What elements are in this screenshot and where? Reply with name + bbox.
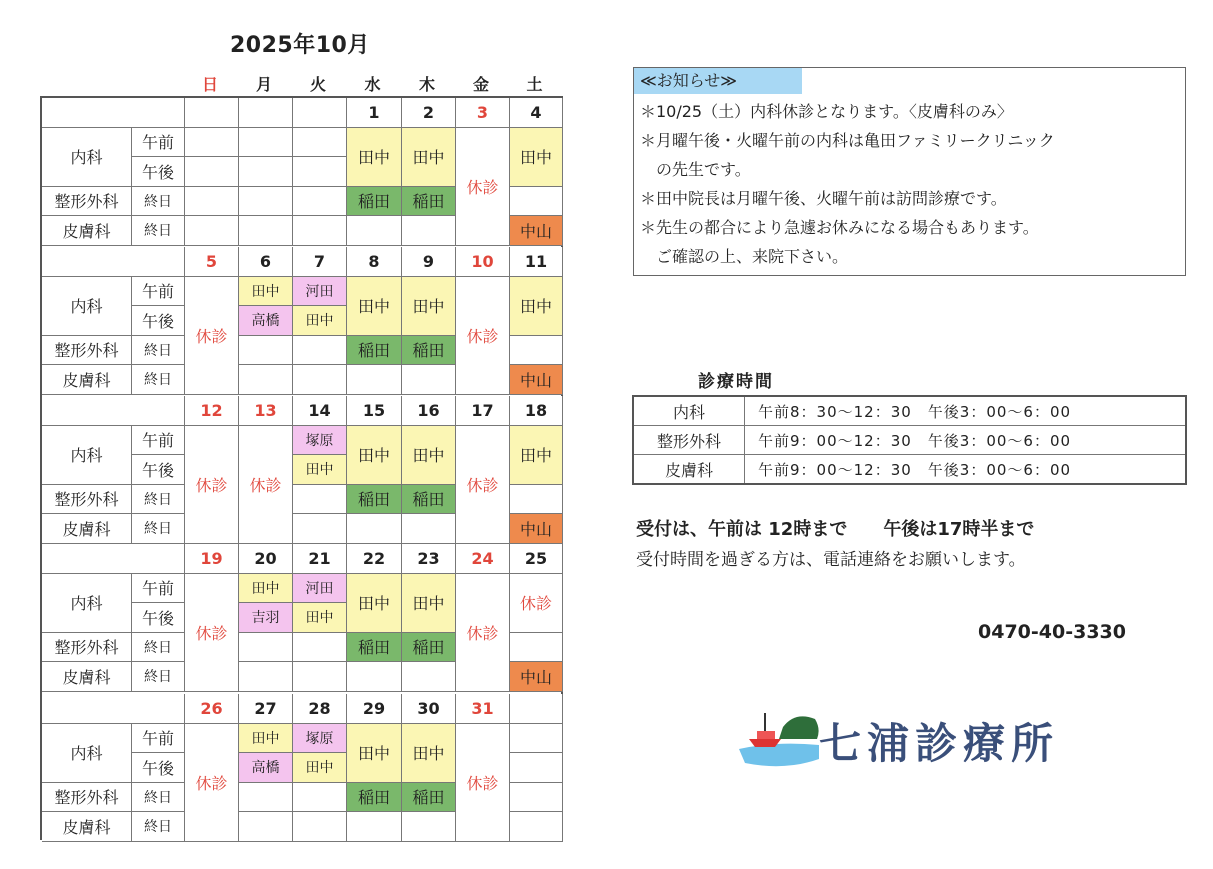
phone-number: 0470-40-3330 bbox=[978, 621, 1126, 643]
hours-time: 午前9：00〜12：30 午後3：00〜6：00 bbox=[758, 431, 1072, 450]
slot-allday: 終日 bbox=[132, 633, 185, 663]
slot-am: 午前 bbox=[132, 724, 185, 754]
hours-table bbox=[632, 395, 1187, 485]
doctor-naika: 田中 bbox=[347, 277, 402, 336]
closed-badge: 休診 bbox=[239, 426, 293, 544]
hours-dept: 整形外科 bbox=[634, 426, 745, 454]
doctor-naika: 田中 bbox=[347, 724, 402, 783]
doctor-naika-pm: 田中 bbox=[293, 603, 347, 633]
closed-badge: 休診 bbox=[456, 277, 510, 395]
slot-allday: 終日 bbox=[132, 365, 185, 395]
doctor-seikei bbox=[293, 485, 347, 515]
week-spacer bbox=[42, 396, 185, 426]
slot-am: 午前 bbox=[132, 128, 185, 158]
dept-naika: 内科 bbox=[42, 426, 132, 485]
day-number: 31 bbox=[456, 694, 510, 724]
day-number: 22 bbox=[347, 544, 402, 574]
doctor-seikei bbox=[239, 633, 293, 663]
slot-allday: 終日 bbox=[132, 336, 185, 366]
notice-box bbox=[633, 67, 1186, 276]
week-spacer bbox=[42, 694, 185, 724]
doctor-seikei: 稲田 bbox=[402, 336, 456, 366]
doctor-naika-am: 河田 bbox=[293, 574, 347, 604]
notice-line: ＊先生の都合により急遽お休みになる場合もあります。 bbox=[640, 218, 1039, 237]
dept-seikei: 整形外科 bbox=[42, 633, 132, 663]
day-number: 10 bbox=[456, 247, 510, 277]
day-number: 14 bbox=[293, 396, 347, 426]
doctor-naika-am: 田中 bbox=[239, 574, 293, 604]
doctor-hifu: 中山 bbox=[510, 514, 563, 544]
doctor-naika: 田中 bbox=[402, 426, 456, 485]
day-number: 6 bbox=[239, 247, 293, 277]
slot-pm: 午後 bbox=[132, 603, 185, 633]
doctor-naika: 田中 bbox=[402, 128, 456, 187]
weekday-label: 木 bbox=[418, 75, 435, 94]
closed-badge: 休診 bbox=[185, 574, 239, 692]
doctor-seikei bbox=[293, 633, 347, 663]
doctor-hifu bbox=[239, 216, 293, 246]
doctor-naika: 田中 bbox=[510, 277, 563, 336]
slot-allday: 終日 bbox=[132, 485, 185, 515]
dept-seikei: 整形外科 bbox=[42, 485, 132, 515]
doctor-hifu bbox=[293, 514, 347, 544]
doctor-naika-pm: 田中 bbox=[293, 753, 347, 783]
doctor-seikei bbox=[239, 187, 293, 217]
doctor-naika: 田中 bbox=[402, 277, 456, 336]
doctor-naika-pm: 田中 bbox=[293, 455, 347, 485]
doctor-seikei bbox=[510, 633, 563, 663]
doctor-naika-am bbox=[239, 128, 293, 158]
doctor-hifu bbox=[510, 812, 563, 842]
day-number: 26 bbox=[185, 694, 239, 724]
doctor-seikei: 稲田 bbox=[347, 485, 402, 515]
doctor-seikei bbox=[293, 187, 347, 217]
closed-badge: 休診 bbox=[185, 724, 239, 842]
boat-island-icon bbox=[735, 705, 819, 775]
calendar-table bbox=[40, 96, 563, 840]
day-number: 3 bbox=[456, 98, 510, 128]
doctor-hifu bbox=[402, 365, 456, 395]
day-number: 13 bbox=[239, 396, 293, 426]
doctor-naika: 田中 bbox=[402, 724, 456, 783]
weekday-label: 土 bbox=[526, 75, 543, 94]
dept-hifu: 皮膚科 bbox=[42, 514, 132, 544]
notice-line: ＊10/25（土）内科休診となります。〈皮膚科のみ〉 bbox=[640, 102, 1013, 121]
doctor-naika-am: 塚原 bbox=[293, 426, 347, 456]
week-spacer bbox=[42, 247, 185, 277]
doctor-seikei bbox=[185, 187, 239, 217]
slot-allday: 終日 bbox=[132, 783, 185, 813]
hours-title: 診療時間 bbox=[698, 372, 774, 392]
doctor-hifu: 中山 bbox=[510, 216, 563, 246]
doctor-hifu bbox=[239, 365, 293, 395]
day-number: 16 bbox=[402, 396, 456, 426]
day-number bbox=[293, 98, 347, 128]
dept-seikei: 整形外科 bbox=[42, 783, 132, 813]
closed-badge: 休診 bbox=[510, 574, 563, 633]
doctor-naika-pm: 吉羽 bbox=[239, 603, 293, 633]
closed-badge: 休診 bbox=[185, 277, 239, 395]
doctor-naika-pm bbox=[510, 753, 563, 783]
day-number: 18 bbox=[510, 396, 563, 426]
dept-naika: 内科 bbox=[42, 724, 132, 783]
day-number bbox=[239, 98, 293, 128]
closed-badge: 休診 bbox=[456, 426, 510, 544]
week-spacer bbox=[42, 98, 185, 128]
day-number: 29 bbox=[347, 694, 402, 724]
day-number: 9 bbox=[402, 247, 456, 277]
slot-pm: 午後 bbox=[132, 455, 185, 485]
dept-seikei: 整形外科 bbox=[42, 336, 132, 366]
doctor-naika-am: 田中 bbox=[239, 277, 293, 307]
slot-allday: 終日 bbox=[132, 812, 185, 842]
doctor-naika: 田中 bbox=[510, 128, 563, 187]
day-number: 28 bbox=[293, 694, 347, 724]
doctor-naika-am: 塚原 bbox=[293, 724, 347, 754]
doctor-naika-am: 田中 bbox=[239, 724, 293, 754]
dept-hifu: 皮膚科 bbox=[42, 812, 132, 842]
slot-allday: 終日 bbox=[132, 187, 185, 217]
slot-allday: 終日 bbox=[132, 662, 185, 692]
closed-badge: 休診 bbox=[185, 426, 239, 544]
slot-pm: 午後 bbox=[132, 306, 185, 336]
doctor-naika: 田中 bbox=[347, 426, 402, 485]
hours-row bbox=[634, 426, 1185, 455]
doctor-seikei bbox=[239, 336, 293, 366]
calendar-title: 2025年10月 bbox=[230, 33, 370, 58]
slot-pm: 午後 bbox=[132, 157, 185, 187]
notice-line: ＊月曜午後・火曜午前の内科は亀田ファミリークリニック bbox=[640, 131, 1055, 150]
day-number: 2 bbox=[402, 98, 456, 128]
doctor-naika-pm bbox=[293, 157, 347, 187]
doctor-naika-pm: 高橋 bbox=[239, 306, 293, 336]
dept-hifu: 皮膚科 bbox=[42, 662, 132, 692]
notice-line: の先生です。 bbox=[640, 160, 751, 179]
hours-time: 午前8：30〜12：30 午後3：00〜6：00 bbox=[758, 402, 1072, 421]
doctor-hifu bbox=[239, 812, 293, 842]
day-number: 20 bbox=[239, 544, 293, 574]
weekday-label: 火 bbox=[309, 75, 326, 94]
day-number: 15 bbox=[347, 396, 402, 426]
day-number: 4 bbox=[510, 98, 563, 128]
doctor-naika-am bbox=[185, 128, 239, 158]
day-number: 24 bbox=[456, 544, 510, 574]
doctor-naika-pm bbox=[185, 157, 239, 187]
doctor-hifu bbox=[293, 365, 347, 395]
slot-pm: 午後 bbox=[132, 753, 185, 783]
day-number: 23 bbox=[402, 544, 456, 574]
day-number: 30 bbox=[402, 694, 456, 724]
doctor-hifu bbox=[402, 514, 456, 544]
closed-badge: 休診 bbox=[456, 128, 510, 246]
slot-am: 午前 bbox=[132, 426, 185, 456]
doctor-hifu bbox=[347, 216, 402, 246]
hours-dept: 皮膚科 bbox=[634, 455, 745, 483]
dept-hifu: 皮膚科 bbox=[42, 365, 132, 395]
doctor-naika-am bbox=[293, 128, 347, 158]
week-spacer bbox=[42, 544, 185, 574]
doctor-hifu bbox=[185, 216, 239, 246]
clinic-logo bbox=[735, 705, 1105, 775]
hours-dept: 内科 bbox=[634, 397, 745, 425]
day-number bbox=[185, 98, 239, 128]
doctor-hifu bbox=[293, 812, 347, 842]
doctor-hifu bbox=[239, 662, 293, 692]
doctor-naika-am bbox=[510, 724, 563, 754]
slot-allday: 終日 bbox=[132, 216, 185, 246]
dept-naika: 内科 bbox=[42, 277, 132, 336]
doctor-hifu bbox=[347, 514, 402, 544]
doctor-seikei: 稲田 bbox=[402, 783, 456, 813]
notice-line: ＊田中院長は月曜午後、火曜午前は訪問診療です。 bbox=[640, 189, 1007, 208]
hours-row bbox=[634, 455, 1185, 483]
doctor-naika: 田中 bbox=[347, 574, 402, 633]
doctor-hifu bbox=[293, 662, 347, 692]
doctor-seikei bbox=[510, 336, 563, 366]
doctor-naika-pm: 田中 bbox=[293, 306, 347, 336]
doctor-naika: 田中 bbox=[402, 574, 456, 633]
notice-heading: ≪お知らせ≫ bbox=[634, 68, 802, 94]
day-number: 25 bbox=[510, 544, 563, 574]
dept-naika: 内科 bbox=[42, 574, 132, 633]
day-number: 21 bbox=[293, 544, 347, 574]
doctor-seikei bbox=[293, 336, 347, 366]
slot-am: 午前 bbox=[132, 277, 185, 307]
slot-am: 午前 bbox=[132, 574, 185, 604]
doctor-naika: 田中 bbox=[510, 426, 563, 485]
doctor-seikei bbox=[510, 485, 563, 515]
weekday-label: 月 bbox=[255, 75, 272, 94]
day-number: 1 bbox=[347, 98, 402, 128]
doctor-hifu bbox=[293, 216, 347, 246]
slot-allday: 終日 bbox=[132, 514, 185, 544]
dept-hifu: 皮膚科 bbox=[42, 216, 132, 246]
doctor-seikei bbox=[510, 187, 563, 217]
doctor-seikei: 稲田 bbox=[402, 187, 456, 217]
weekday-label: 日 bbox=[201, 75, 218, 94]
doctor-hifu: 中山 bbox=[510, 662, 563, 692]
doctor-naika-pm: 高橋 bbox=[239, 753, 293, 783]
doctor-naika: 田中 bbox=[347, 128, 402, 187]
doctor-hifu bbox=[402, 662, 456, 692]
doctor-hifu bbox=[347, 365, 402, 395]
doctor-hifu bbox=[402, 216, 456, 246]
doctor-naika-pm bbox=[239, 157, 293, 187]
day-number: 11 bbox=[510, 247, 563, 277]
reception-note: 受付時間を過ぎる方は、電話連絡をお願いします。 bbox=[636, 550, 1026, 570]
doctor-seikei: 稲田 bbox=[402, 485, 456, 515]
doctor-seikei bbox=[293, 783, 347, 813]
day-number: 8 bbox=[347, 247, 402, 277]
closed-badge: 休診 bbox=[456, 724, 510, 842]
day-number: 12 bbox=[185, 396, 239, 426]
notice-line: ご確認の上、来院下さい。 bbox=[640, 247, 849, 266]
day-number: 27 bbox=[239, 694, 293, 724]
doctor-seikei: 稲田 bbox=[402, 633, 456, 663]
dept-seikei: 整形外科 bbox=[42, 187, 132, 217]
doctor-seikei: 稲田 bbox=[347, 783, 402, 813]
reception-hours: 受付は、午前は 12時まで 午後は17時半まで bbox=[636, 519, 1035, 540]
day-number: 17 bbox=[456, 396, 510, 426]
day-number: 7 bbox=[293, 247, 347, 277]
day-number bbox=[510, 694, 563, 724]
weekday-label: 水 bbox=[364, 75, 381, 94]
doctor-seikei: 稲田 bbox=[347, 336, 402, 366]
doctor-hifu bbox=[402, 812, 456, 842]
doctor-hifu bbox=[347, 812, 402, 842]
hours-time: 午前9：00〜12：30 午後3：00〜6：00 bbox=[758, 460, 1072, 479]
doctor-naika-am: 河田 bbox=[293, 277, 347, 307]
day-number: 19 bbox=[185, 544, 239, 574]
doctor-seikei bbox=[510, 783, 563, 813]
doctor-hifu: 中山 bbox=[510, 365, 563, 395]
doctor-hifu bbox=[347, 662, 402, 692]
doctor-seikei: 稲田 bbox=[347, 187, 402, 217]
day-number: 5 bbox=[185, 247, 239, 277]
doctor-seikei bbox=[239, 783, 293, 813]
dept-naika: 内科 bbox=[42, 128, 132, 187]
weekday-label: 金 bbox=[472, 75, 489, 94]
hours-row bbox=[634, 397, 1185, 426]
doctor-seikei: 稲田 bbox=[347, 633, 402, 663]
clinic-name: 七浦診療所 bbox=[819, 719, 1060, 768]
closed-badge: 休診 bbox=[456, 574, 510, 692]
